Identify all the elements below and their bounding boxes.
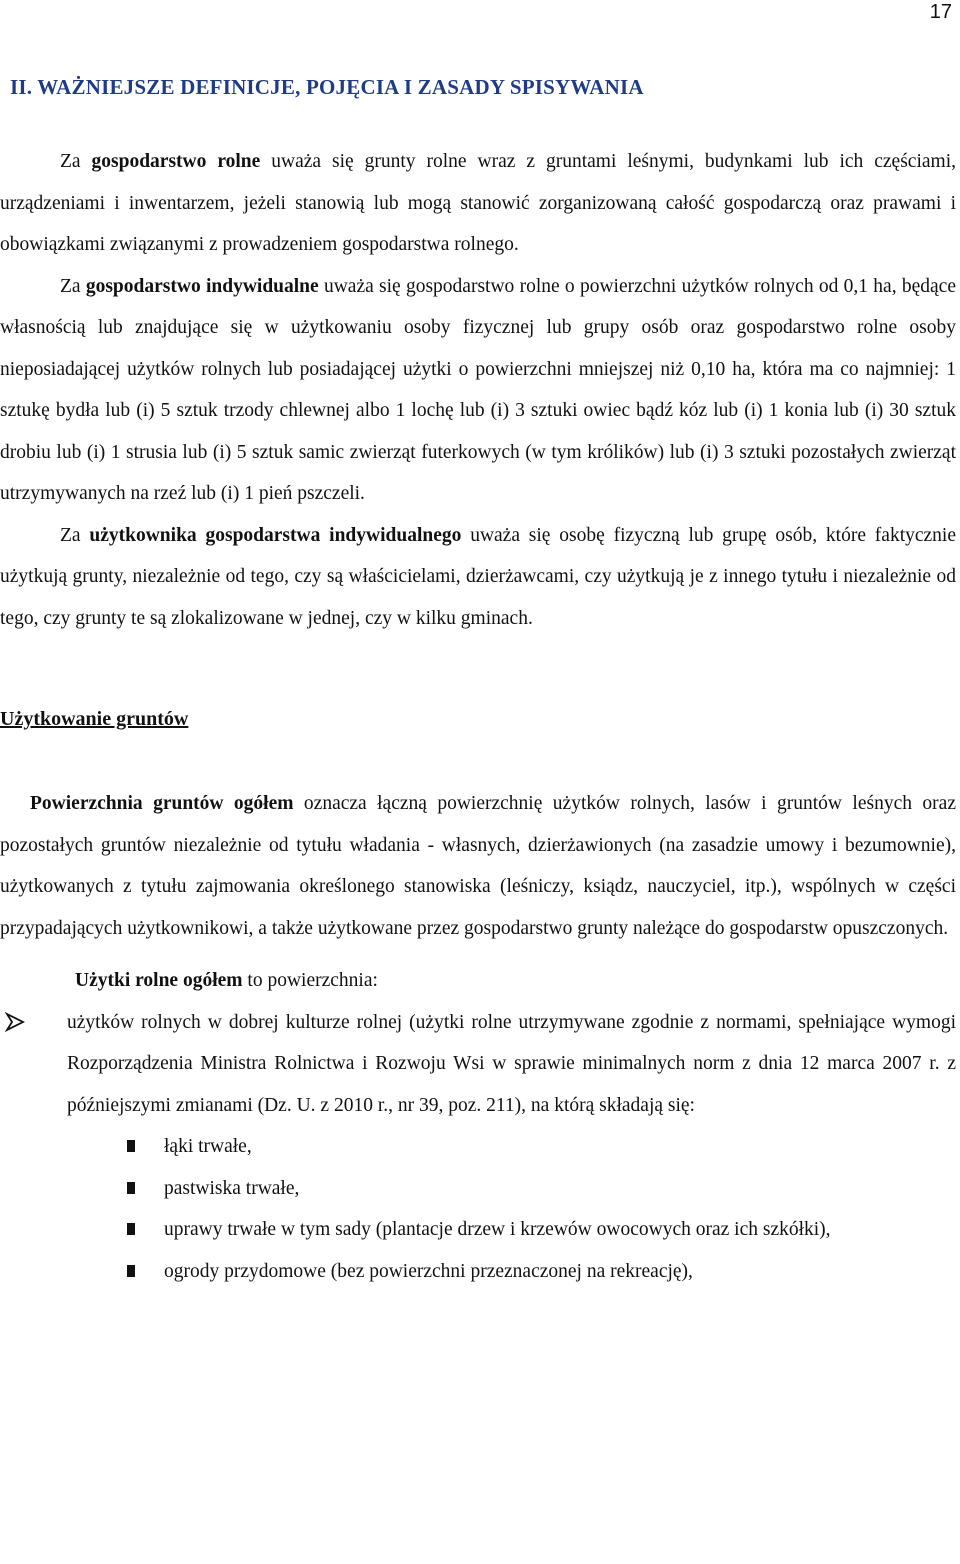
sub-list-item-text: pastwiska trwałe, — [164, 1177, 300, 1199]
uzytki-list — [0, 1002, 956, 1293]
defined-term: Użytki rolne ogółem — [75, 970, 243, 991]
defined-term: użytkownika gospodarstwa indywidualnego — [89, 524, 462, 546]
document-body — [0, 70, 956, 1292]
sub-list-item-text: łąki trwałe, — [164, 1136, 252, 1157]
sub-list-item-text: uprawy trwałe w tym sady (plantacje drzew i krzewów owocowych oraz ich szkółki), — [164, 1219, 831, 1240]
definition-text: oznacza łączną powierzchnię użytków rolnych, lasów i gruntów leśnych oraz pozostałych gruntów niezależnie od tytułu władania - własnych, dzierżawionych (na zasadzie umowy i bezumownie), użytkowanych z tytułu zajmowania określonego stanowiska (leśniczy, ksiądz, nauczyciel, itp.), wspólnych w części przypadających użytkownikowi, a także użytkowane przez gospodarstwo grunty należące do gospodarstw opuszczonych. — [0, 793, 956, 939]
sub-list-item — [164, 1209, 956, 1251]
defined-term: gospodarstwo rolne — [91, 151, 261, 172]
page-number: 17 — [929, 1, 952, 23]
definition-powierzchnia-gruntow — [0, 783, 956, 949]
text-prefix: Za — [60, 524, 90, 546]
defined-term: Powierzchnia gruntów ogółem — [30, 793, 294, 814]
defined-term: gospodarstwo indywidualne — [85, 275, 319, 297]
text-prefix: Za — [60, 275, 86, 297]
sub-list — [67, 1126, 956, 1292]
sub-list-item-text: ogrody przydomowe (bez powierzchni przeznaczonej na rekreację), — [164, 1260, 693, 1282]
definition-gospodarstwo-indywidualne — [0, 266, 956, 515]
definition-text: uważa się osobę fizyczną lub grupę osób, które faktycznie użytkują grunty, niezależnie od tego, czy są właścicielami, dzierżawcami, czy użytkują je z innego tytułu i niezależnie od tego, czy grunty te są zlokalizowane w jednej, czy w kilku gminach. — [0, 524, 957, 629]
sub-list-item — [164, 1251, 956, 1293]
list-item — [0, 1002, 956, 1293]
definition-uzytki-rolne — [0, 960, 956, 1002]
chapter-title: II. WAŻNIEJSZE DEFINICJE, POJĘCIA I ZASADY SPISYWANIA — [10, 75, 644, 99]
sub-list-item — [164, 1126, 956, 1168]
definition-text: uważa się gospodarstwo rolne o powierzchni użytków rolnych od 0,1 ha, będące własnością lub znajdujące się w użytkowaniu osoby fizycznej lub grupy osób oraz gospodarstwo rolne osoby nieposiadającej użytków rolnych lub posiadającej użytki o powierzchni mniejszej niż 0,10 ha, która ma co najmniej: 1 sztukę bydła lub (i) 5 sztuk trzody chlewnej albo 1 lochę lub (i) 3 sztuki owiec bądź kóz lub (i) 1 konia lub (i) 30 sztuk drobiu lub (i) 1 strusia lub (i) 5 sztuk samic zwierząt futerkowych (w tym królików) lub (i) 3 sztuki pozostałych zwierząt utrzymywanych na rzeź lub (i) 1 pień pszczeli. — [0, 275, 956, 504]
definition-gospodarstwo-rolne — [0, 141, 956, 266]
square-bullet-icon — [127, 1265, 135, 1277]
section-heading: Użytkowanie gruntów — [0, 708, 189, 730]
list-item-text: użytków rolnych w dobrej kulturze rolnej (użytki rolne utrzymywane zgodnie z normami, spełniające wymogi Rozporządzenia Ministra Rolnictwa i Rozwoju Wsi w sprawie minimalnych norm z dnia 12 marca 2007 r. z późniejszymi zmianami (Dz. U. z 2010 r., nr 39, poz. 211), na którą składają się: — [67, 1011, 956, 1116]
square-bullet-icon — [127, 1182, 135, 1194]
definition-text: uważa się grunty rolne wraz z gruntami leśnymi, budynkami lub ich częściami, urządzeniami i inwentarzem, jeżeli stanowią lub mogą stanowić zorganizowaną całość gospodarczą oraz prawami i obowiązkami związanymi z prowadzeniem gospodarstwa rolnego. — [0, 151, 956, 255]
sub-list-item — [164, 1168, 956, 1210]
definition-uzytkownik — [0, 515, 956, 640]
text-prefix: Za — [60, 151, 92, 172]
square-bullet-icon — [127, 1223, 135, 1235]
definition-text: to powierzchnia: — [242, 970, 378, 991]
arrow-bullet-icon — [0, 1002, 30, 1043]
square-bullet-icon — [127, 1140, 135, 1152]
